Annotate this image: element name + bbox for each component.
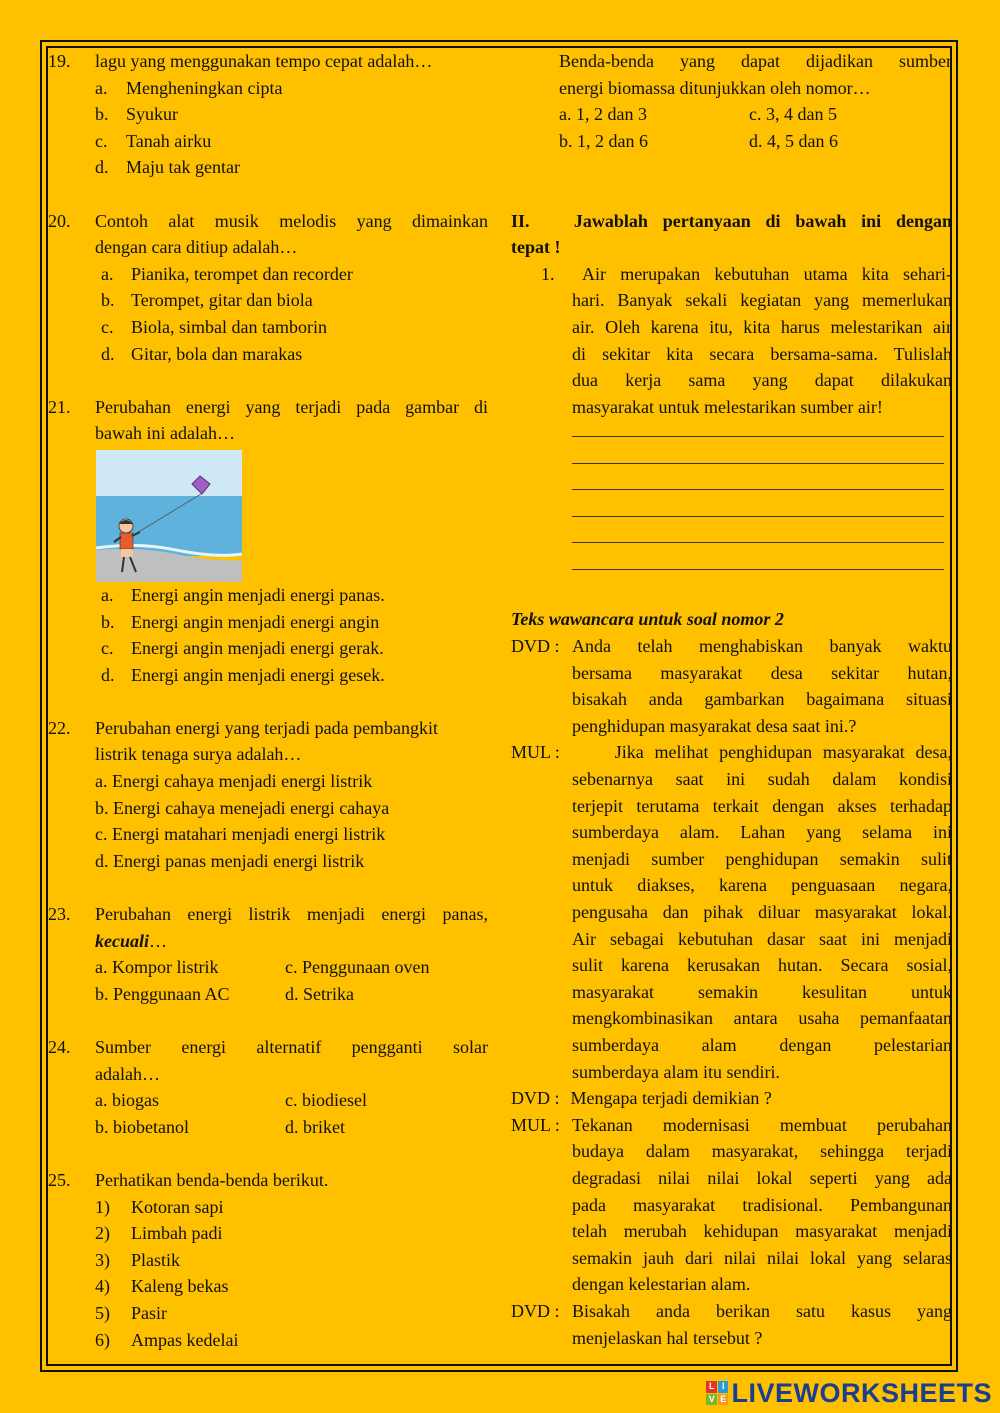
q25-choices-row2: b. 1, 2 dan 6 d. 4, 5 dan 6 — [559, 130, 838, 151]
q23-options-row2: b. Penggunaan AC d. Setrika — [95, 983, 354, 1004]
q20-option-d: d. Gitar, bola dan marakas — [101, 343, 303, 364]
q25-item-4: 4) Kaleng bekas — [95, 1276, 229, 1297]
q24-options-row2: b. biobetanol d. briket — [95, 1116, 345, 1137]
question-25: 25. Perhatikan benda-benda berikut. — [48, 1169, 329, 1190]
q20-option-c: c. Biola, simbal dan tamborin — [101, 316, 327, 337]
q25-item-3: 3) Plastik — [95, 1249, 181, 1270]
q25-item-2: 2) Limbah padi — [95, 1223, 223, 1244]
q19-option-b: b. Syukur — [95, 104, 179, 125]
q21-option-c: c. Energi angin menjadi energi gerak. — [101, 638, 384, 659]
dialog-turn-5: DVD : Bisakah anda berikan satu kasus yang menjelaskan hal tersebut ? — [511, 1300, 952, 1348]
q25-item-1: 1) Kotoran sapi — [95, 1196, 224, 1217]
answer-line[interactable] — [572, 517, 944, 544]
dialog-turn-2: MUL : Jika melihat penghidupan masyarakat desa, sebenarnya saat ini sudah dalam kondisi terjepit terutama terkait dengan akses terhadap sumberdaya alam. Lahan yang selama ini menjadi sumber penghidupan semakin sulit untuk diakses, karena penguasaan negara, pengusaha dan pihak diluar masyarakat lokal. Air sebagai kebutuhan dasar saat ini menjadi sulit karena kerusakan hutan. Secara sosial, masyarakat semakin kesulitan untuk mengkombinasikan antara usaha pemanfaatan sumberdaya alam dengan pelestarian sumberdaya alam itu sendiri. — [511, 742, 952, 1082]
q19-option-c: c. Tanah airku — [95, 130, 212, 151]
dialog-turn-4: MUL : Tekanan modernisasi membuat perubahan budaya dalam masyarakat, sehingga terjadi degradasi nilai nilai lokal seperti yang ada pada masyarakat tradisional. Pembangunan telah merubah kehidupan masyarakat menjadi semakin jauh dari nilai nilai lokal yang selaras dengan kelestarian alam. — [511, 1114, 952, 1295]
interview-title: Teks wawancara untuk soal nomor 2 — [511, 609, 784, 630]
right-column — [511, 48, 952, 1351]
question-22: 22. Perubahan energi yang terjadi pada pembangkit listrik tenaga surya adalah… — [48, 717, 439, 765]
question-24: 24. Sumber energi alternatif pengganti solar adalah… — [48, 1037, 488, 1084]
question-19: 19. lagu yang menggunakan tempo cepat adalah… — [48, 51, 433, 71]
essay-question-1: 1. Air merupakan kebutuhan utama kita sehari- hari. Banyak sekali kegiatan yang memerlukan air. Oleh karena itu, kita harus melestarikan air di sekitar kita secara bersama-sama. Tulislah dua kerja sama yang dapat dilakukan masyarakat untuk melestarikan sumber air! — [541, 263, 952, 417]
liveworksheets-logo-text: LIVEWORKSHEETS — [731, 1377, 992, 1408]
answer-line[interactable] — [572, 490, 944, 517]
answer-line[interactable] — [572, 543, 944, 570]
section-2-heading: II. Jawablah pertanyaan di bawah ini dengan tepat ! — [511, 210, 952, 258]
question-23: 23. Perubahan energi listrik menjadi energi panas, kecuali… — [48, 904, 488, 951]
q19-option-d: d. Maju tak gentar — [95, 157, 240, 178]
q21-option-a: a. Energi angin menjadi energi panas. — [101, 584, 385, 605]
q25-continuation: Benda-benda yang dapat dijadikan sumber energi biomassa ditunjukkan oleh nomor… — [559, 51, 952, 98]
left-column — [48, 48, 488, 1353]
q19-option-a: a. Mengheningkan cipta — [95, 77, 283, 98]
q25-item-5: 5) Pasir — [95, 1302, 167, 1323]
q25-choices-row1: a. 1, 2 dan 3 c. 3, 4 dan 5 — [559, 104, 837, 125]
kite-beach-illustration — [96, 450, 242, 582]
q22-option-d: d. Energi panas menjadi energi listrik — [95, 850, 365, 871]
answer-line[interactable] — [572, 410, 944, 437]
q21-option-d: d. Energi angin menjadi energi gesek. — [101, 664, 385, 685]
q21-option-b: b. Energi angin menjadi energi angin — [101, 611, 380, 632]
question-21: 21. Perubahan energi yang terjadi pada gambar di bawah ini adalah… — [48, 396, 488, 444]
q20-option-b: b. Terompet, gitar dan biola — [101, 290, 313, 311]
q22-option-b: b. Energi cahaya menejadi energi cahaya — [95, 797, 390, 818]
q20-option-a: a. Pianika, terompet dan recorder — [101, 263, 353, 284]
question-20: 20. Contoh alat musik melodis yang dimainkan dengan cara ditiup adalah… — [48, 210, 488, 258]
q22-option-c: c. Energi matahari menjadi energi listrik — [95, 824, 386, 845]
dialog-turn-3: DVD : Mengapa terjadi demikian ? — [511, 1088, 772, 1109]
q23-options-row1: a. Kompor listrik c. Penggunaan oven — [95, 957, 430, 978]
answer-line[interactable] — [572, 437, 944, 464]
liveworksheets-logo-icon: L I V E — [706, 1381, 728, 1405]
q25-item-6: 6) Ampas kedelai — [95, 1329, 239, 1350]
q22-option-a: a. Energi cahaya menjadi energi listrik — [95, 771, 373, 792]
answer-line[interactable] — [572, 464, 944, 491]
dialog-turn-1: DVD : Anda telah menghabiskan banyak waktu bersama masyarakat desa sekitar hutan, bisakah anda gambarkan bagaimana situasi penghidupan masyarakat desa saat ini.? — [511, 636, 952, 736]
q24-options-row1: a. biogas c. biodiesel — [95, 1090, 367, 1111]
liveworksheets-logo[interactable] — [706, 1378, 992, 1408]
